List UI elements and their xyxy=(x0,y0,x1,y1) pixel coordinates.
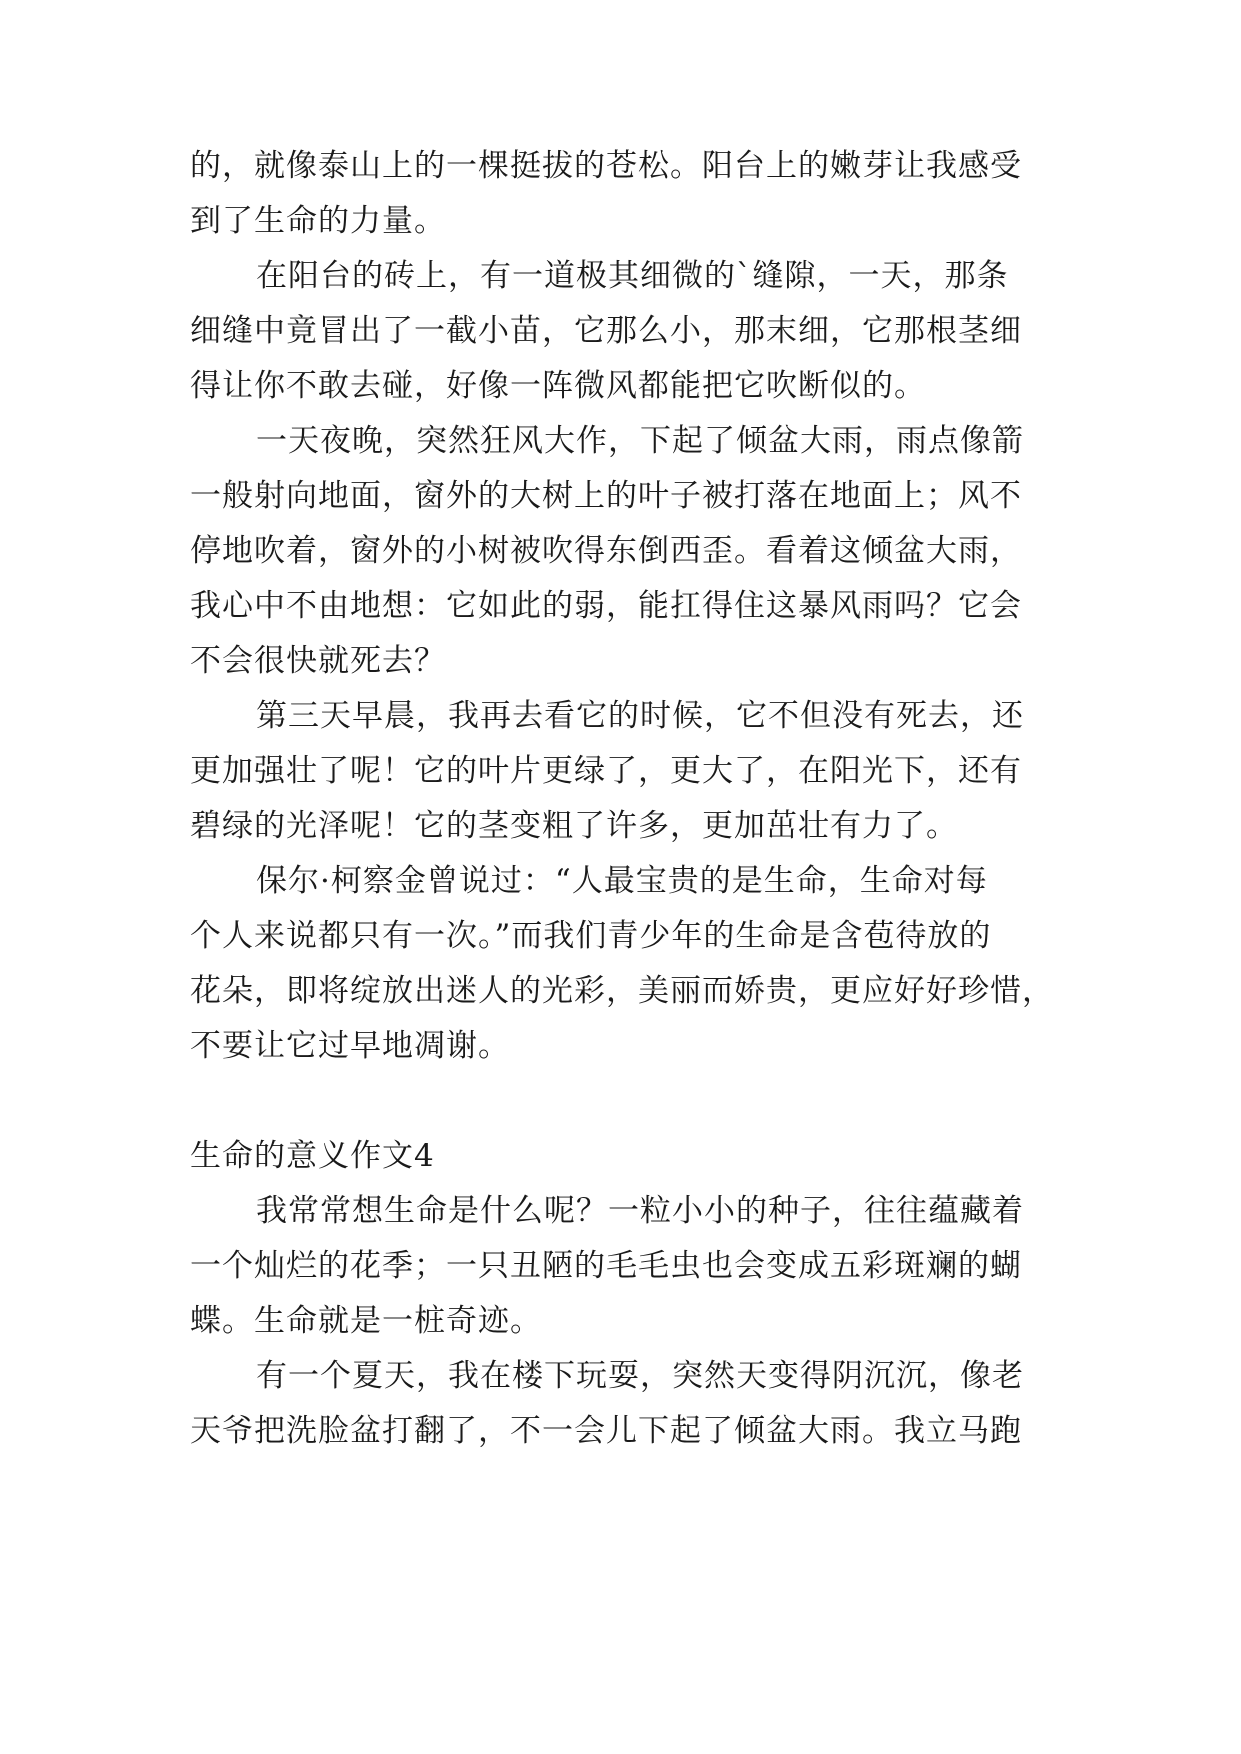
paragraph-line: 的，就像泰山上的一棵挺拔的苍松。阳台上的嫩芽让我感受 xyxy=(190,148,1022,184)
paragraph-line: 一天夜晚，突然狂风大作，下起了倾盆大雨，雨点像箭 xyxy=(256,423,1024,459)
section-heading: 生命的意义作文4 xyxy=(190,1138,435,1174)
paragraph-line: 在阳台的砖上，有一道极其细微的`缝隙，一天，那条 xyxy=(256,258,1009,294)
paragraph-line: 到了生命的力量。 xyxy=(190,203,446,239)
paragraph-line: 花朵，即将绽放出迷人的光彩，美丽而娇贵，更应好好珍惜， xyxy=(190,973,1054,1009)
paragraph-line: 停地吹着，窗外的小树被吹得东倒西歪。看着这倾盆大雨， xyxy=(190,533,1022,569)
paragraph-line: 碧绿的光泽呢！它的茎变粗了许多，更加茁壮有力了。 xyxy=(190,808,958,844)
paragraph-line: 一个灿烂的花季；一只丑陋的毛毛虫也会变成五彩斑斓的蝴 xyxy=(190,1248,1022,1284)
paragraph-line: 第三天早晨，我再去看它的时候，它不但没有死去，还 xyxy=(256,698,1024,734)
paragraph-line: 不要让它过早地凋谢。 xyxy=(190,1028,510,1064)
paragraph-line: 蝶。生命就是一桩奇迹。 xyxy=(190,1303,542,1339)
paragraph-line: 我常常想生命是什么呢？一粒小小的种子，往往蕴藏着 xyxy=(256,1193,1024,1229)
paragraph-line: 不会很快就死去？ xyxy=(190,643,446,679)
paragraph-line: 保尔·柯察金曾说过：“人最宝贵的是生命，生命对每 xyxy=(256,863,988,899)
paragraph-line: 细缝中竟冒出了一截小苗，它那么小，那末细，它那根茎细 xyxy=(190,313,1022,349)
paragraph-line: 有一个夏天，我在楼下玩耍，突然天变得阴沉沉，像老 xyxy=(256,1358,1024,1394)
paragraph-line: 一般射向地面，窗外的大树上的叶子被打落在地面上；风不 xyxy=(190,478,1022,514)
paragraph-line: 得让你不敢去碰，好像一阵微风都能把它吹断似的。 xyxy=(190,368,926,404)
paragraph-line: 我心中不由地想：它如此的弱，能扛得住这暴风雨吗？它会 xyxy=(190,588,1022,624)
paragraph-line: 个人来说都只有一次。”而我们青少年的生命是含苞待放的 xyxy=(190,918,992,954)
paragraph-line: 天爷把洗脸盆打翻了，不一会儿下起了倾盆大雨。我立马跑 xyxy=(190,1413,1022,1449)
paragraph-line: 更加强壮了呢！它的叶片更绿了，更大了，在阳光下，还有 xyxy=(190,753,1022,789)
